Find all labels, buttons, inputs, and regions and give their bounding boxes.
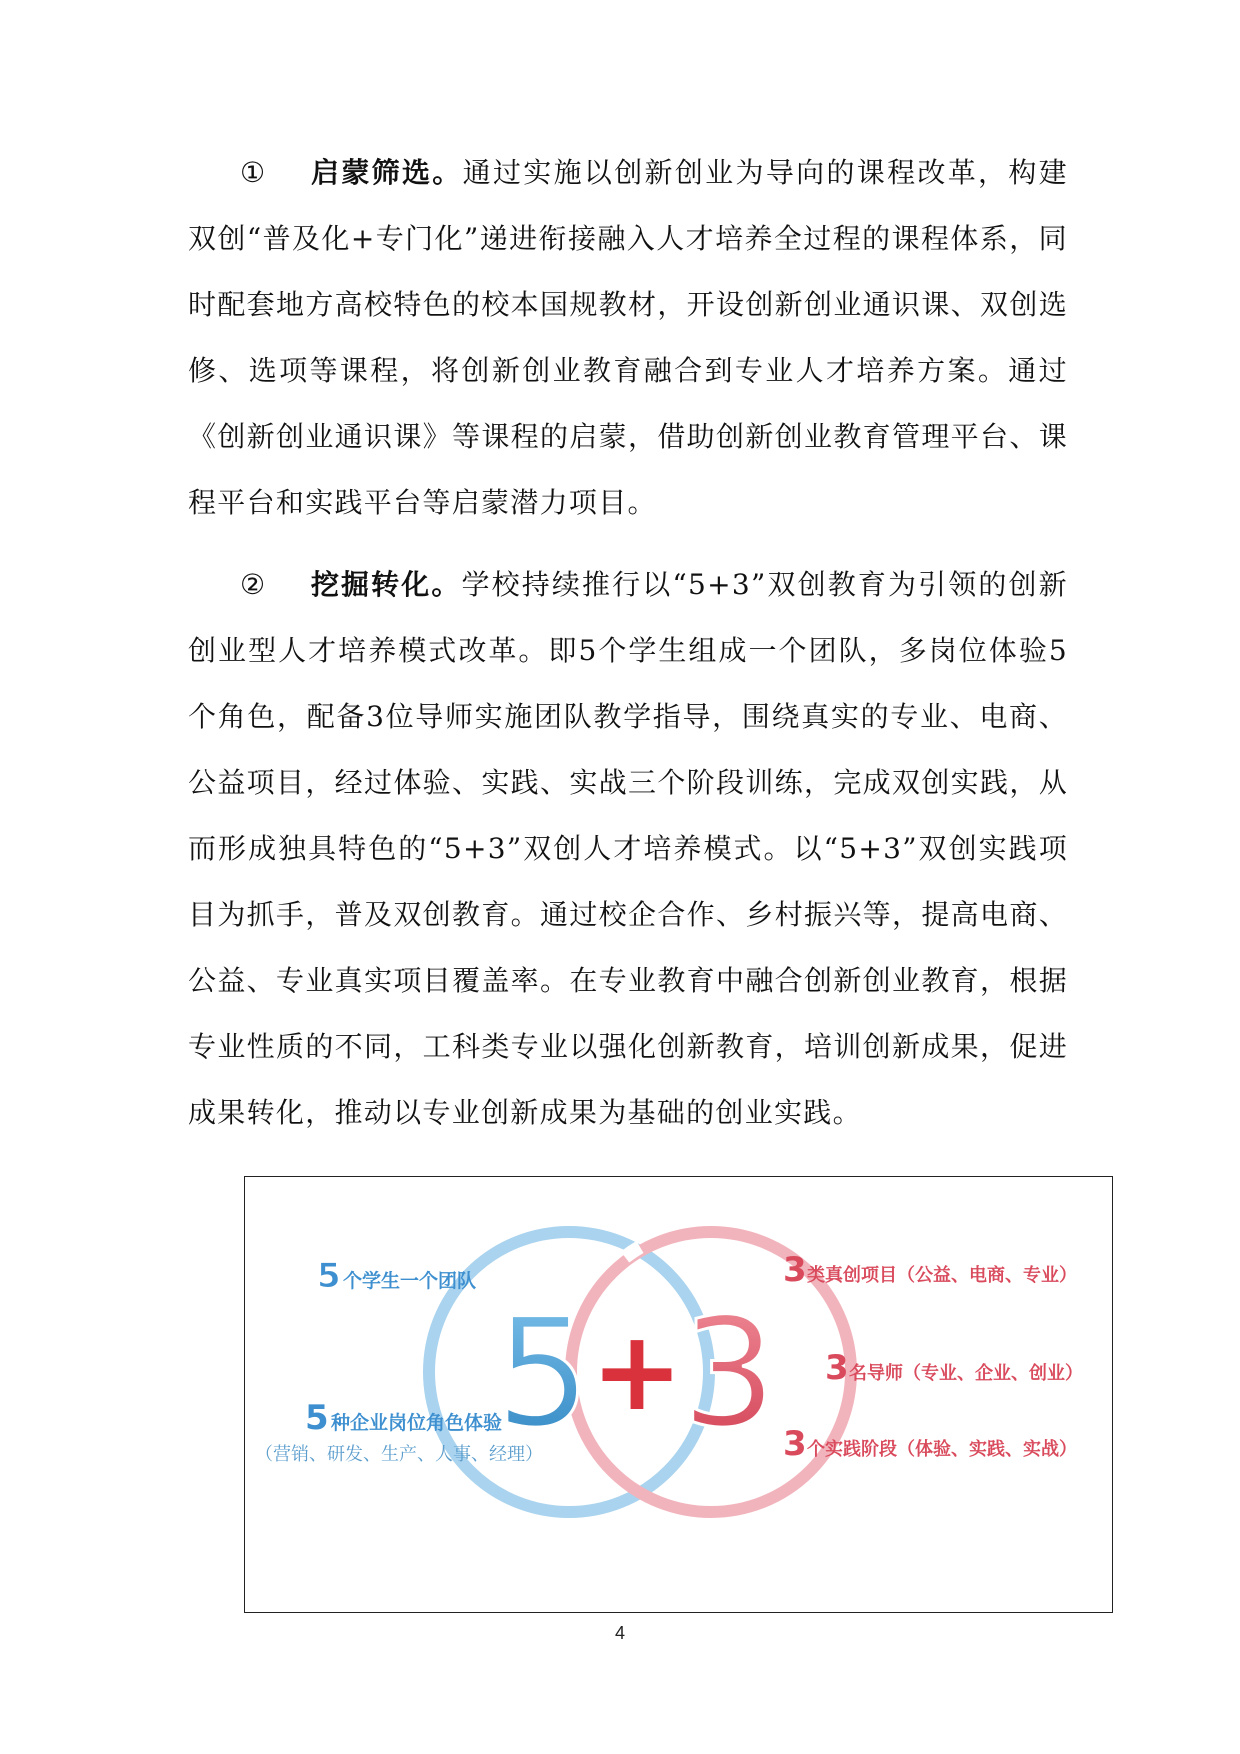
paragraph-2-heading-text: 挖掘转化。 (310, 568, 462, 601)
paragraph-2-heading (188, 568, 462, 601)
right-item-mentors-number: 3 (825, 1348, 849, 1388)
paragraph-2 (188, 552, 1068, 1146)
right-item-stages-text: 个实践阶段（体验、实践、实战） (807, 1439, 1077, 1460)
right-item-projects (783, 1250, 1077, 1290)
big-plus-glyph: + (590, 1307, 684, 1435)
right-item-mentors-text: 名导师（专业、企业、创业） (849, 1363, 1083, 1384)
right-item-stages-number: 3 (783, 1424, 807, 1464)
right-item-stages (783, 1424, 1077, 1464)
diagram-canvas (245, 1177, 1114, 1614)
left-item-team-number: 5 (317, 1256, 341, 1296)
page-number: 4 (614, 1623, 625, 1643)
left-item-team-text: 个学生一个团队 (343, 1270, 477, 1292)
paragraph-2-marker: ② (240, 568, 267, 601)
five-plus-three-diagram (244, 1176, 1113, 1613)
right-item-projects-text: 类真创项目（公益、电商、专业） (807, 1265, 1077, 1286)
big-five-glyph: 5 (495, 1287, 591, 1461)
paragraph-2-body: 学校持续推行以“5+3”双创教育为引领的创新创业型人才培养模式改革。即5个学生组成一个团队，多岗位体验5个角色，配备3位导师实施团队教学指导，围绕真实的专业、电商、公益项目，经过体验、实践、实战三个阶段训练，完成双创实践，从而形成独具特色的“5+3”双创人才培养模式。以“5+3”双创实践项目为抓手，普及双创教育。通过校企合作、乡村振兴等，提高电商、公益、专业真实项目覆盖率。在专业教育中融合创新创业教育，根据专业性质的不同，工科类专业以强化创新教育，培训创新成果，促进成果转化，推动以专业创新成果为基础的创业实践。 (188, 568, 1068, 1129)
big-three-glyph: 3 (681, 1287, 777, 1461)
paragraph-1-heading-text: 启蒙筛选。 (310, 156, 463, 189)
left-item-roles-number: 5 (305, 1398, 329, 1438)
left-item-roles-sub: （营销、研发、生产、人事、经理） (255, 1444, 543, 1465)
paragraph-1-marker: ① (240, 156, 267, 189)
left-item-team (317, 1256, 476, 1296)
right-item-mentors (825, 1348, 1083, 1388)
right-item-projects-number: 3 (783, 1250, 807, 1290)
paragraph-1-body: 通过实施以创新创业为导向的课程改革，构建双创“普及化+专门化”递进衔接融入人才培养全过程的课程体系，同时配套地方高校特色的校本国规教材，开设创新创业通识课、双创选修、选项等课程，将创新创业教育融合到专业人才培养方案。通过《创新创业通识课》等课程的启蒙，借助创新创业教育管理平台、课程平台和实践平台等启蒙潜力项目。 (188, 156, 1068, 519)
paragraph-1-heading (188, 156, 463, 189)
paragraph-1 (188, 140, 1068, 536)
left-item-roles-text: 种企业岗位角色体验 (331, 1412, 503, 1434)
red-ring-gap-cover (625, 1247, 640, 1257)
